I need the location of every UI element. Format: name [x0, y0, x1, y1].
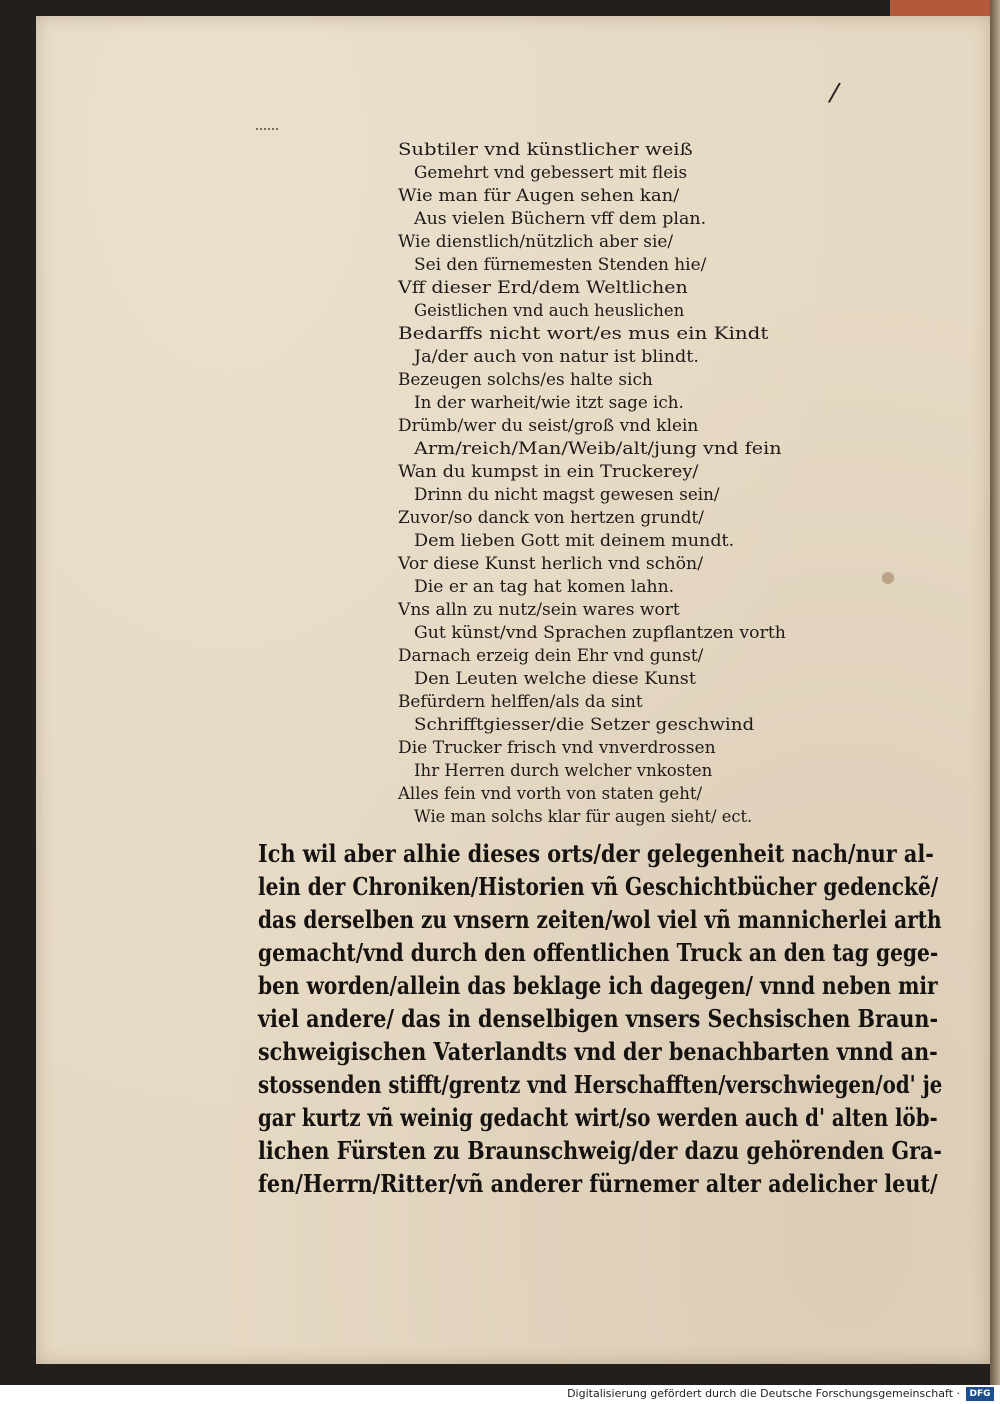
verse-line: Die er an tag hat komen lahn. [414, 577, 675, 597]
prose-line: lichen Fürsten zu Braunschweig/der dazu gehörenden Gra- [258, 1136, 942, 1165]
verse-line: Befürdern helffen/als da sint [398, 692, 643, 712]
verse-line: Ihr Herren durch welcher vnkosten [414, 761, 713, 781]
prose-line: stossenden stifft/grentz vnd Herschafften/verschwiegen/od' je [258, 1070, 943, 1099]
verse-line: Subtiler vnd künstlicher weiß [398, 140, 693, 160]
verse-line: Gemehrt vnd gebessert mit fleis [414, 163, 688, 183]
prose-line: ben worden/allein das beklage ich dagegen/ vnnd neben mir [258, 971, 938, 1000]
verse-line: Schrifftgiesser/die Setzer geschwind [414, 715, 755, 735]
prose-line: das derselben zu vnsern zeiten/wol viel vñ mannicherlei arth [258, 905, 942, 934]
prose-line: viel andere/ das in denselbigen vnsers Sechsischen Braun- [258, 1004, 939, 1033]
verse-line: Den Leuten welche diese Kunst [414, 669, 696, 689]
page-edge [990, 0, 1000, 1385]
verse-line: Zuvor/so danck von hertzen grundt/ [398, 508, 704, 528]
verse-line: Drinn du nicht magst gewesen sein/ [414, 485, 720, 505]
footer-bar [0, 1385, 1000, 1404]
verse-line: Ja/der auch von natur ist blindt. [414, 347, 699, 367]
page-handwritten-mark: / [826, 77, 842, 109]
verse-line: Geistlichen vnd auch heuslichen [414, 301, 685, 321]
prose-line: gar kurtz vñ weinig gedacht wirt/so werden auch d' alten löb- [258, 1103, 938, 1132]
verse-line: Drümb/wer du seist/groß vnd klein [398, 416, 699, 436]
paper-stain [882, 572, 894, 584]
prose-line: fen/Herrn/Ritter/vñ anderer fürnemer alter adelicher leut/ [258, 1169, 938, 1198]
verse-line: Wie dienstlich/nützlich aber sie/ [398, 232, 674, 252]
prose-line: Ich wil aber alhie dieses orts/der gelegenheit nach/nur al- [258, 839, 934, 868]
verse-line: Vff dieser Erd/dem Weltlichen [398, 278, 688, 298]
verse-line: Vns alln zu nutz/sein wares wort [398, 600, 680, 620]
verse-line: Vor diese Kunst herlich vnd schön/ [398, 554, 704, 574]
verse-line: Gut künst/vnd Sprachen zupflantzen vorth [414, 623, 786, 643]
dfg-logo: DFG [966, 1387, 994, 1401]
verse-line: Bezeugen solchs/es halte sich [398, 370, 653, 390]
verse-line: Alles fein vnd vorth von staten geht/ [398, 784, 703, 804]
book-page [36, 16, 990, 1364]
verse-line: Dem lieben Gott mit deinem mundt. [414, 531, 735, 551]
verse-line: Darnach erzeig dein Ehr vnd gunst/ [398, 646, 704, 666]
verse-line: Die Trucker frisch vnd vnverdrossen [398, 738, 716, 758]
verse-line: Arm/reich/Man/Weib/alt/jung vnd fein [414, 439, 782, 459]
verse-line: Wie man für Augen sehen kan/ [398, 186, 680, 206]
prose-line: gemacht/vnd durch den offentlichen Truck an den tag gege- [258, 938, 939, 967]
scan-corner-marker [890, 0, 1000, 16]
prose-line: schweigischen Vaterlandts vnd der benachbarten vnnd an- [258, 1037, 938, 1066]
verse-line: Aus vielen Büchern vff dem plan. [414, 209, 707, 229]
prose-line: lein der Chroniken/Historien vñ Geschichtbücher gedenckẽ/ [258, 872, 939, 901]
verse-line: Wie man solchs klar für augen sieht/ ect. [414, 807, 753, 827]
verse-line: In der warheit/wie itzt sage ich. [414, 393, 684, 413]
printers-mark [256, 128, 278, 132]
funding-credit: Digitalisierung gefördert durch die Deutsche Forschungsgemeinschaft · [567, 1387, 960, 1400]
verse-line: Wan du kumpst in ein Truckerey/ [398, 462, 699, 482]
verse-line: Sei den fürnemesten Stenden hie/ [414, 255, 707, 275]
verse-line: Bedarffs nicht wort/es mus ein Kindt [398, 324, 769, 344]
